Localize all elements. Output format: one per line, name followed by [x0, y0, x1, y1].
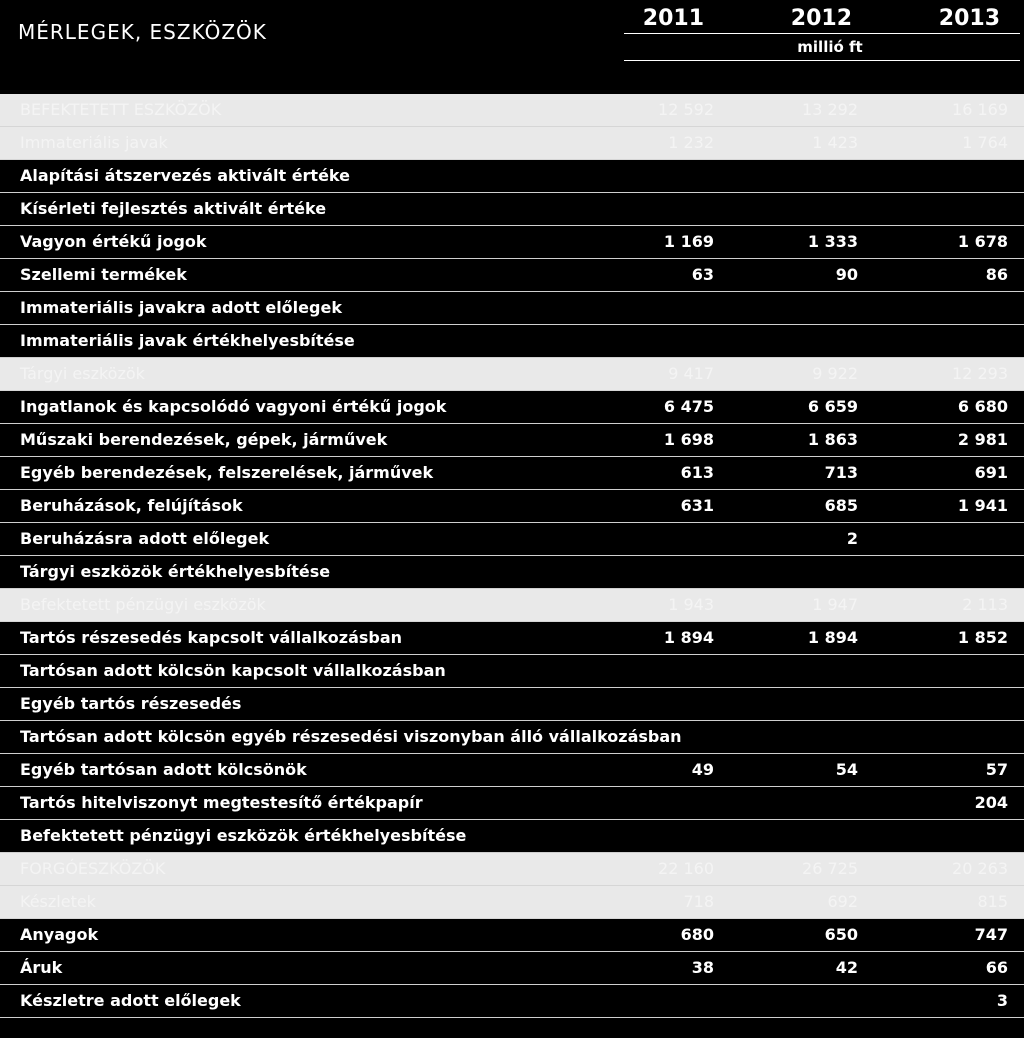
- value-2011: 1 169: [663, 232, 714, 251]
- table-row: [0, 985, 1024, 1018]
- table-row-section: [0, 589, 1024, 622]
- value-2012: 2: [846, 529, 858, 548]
- table-row: [0, 391, 1024, 424]
- value-2012: 6 659: [807, 397, 858, 416]
- value-2013: 747: [974, 925, 1008, 944]
- value-2013: 57: [985, 760, 1008, 779]
- value-2013: 3: [996, 991, 1008, 1010]
- table-row: [0, 193, 1024, 226]
- value-2012: 54: [835, 760, 858, 779]
- value-2011: 1 232: [668, 133, 714, 152]
- value-2012: 42: [835, 958, 858, 977]
- value-2011: 1 943: [668, 595, 714, 614]
- value-2012: 685: [824, 496, 858, 515]
- value-2011: 9 417: [668, 364, 714, 383]
- table-row-section: [0, 127, 1024, 160]
- row-label: Szellemi termékek: [20, 265, 187, 284]
- row-label: Egyéb tartósan adott kölcsönök: [20, 760, 307, 779]
- value-2013: 12 293: [952, 364, 1008, 383]
- row-label: Vagyon értékű jogok: [20, 232, 207, 251]
- table-row: [0, 160, 1024, 193]
- table-row: [0, 292, 1024, 325]
- value-2013: 2 981: [957, 430, 1008, 449]
- row-label: Tartós részesedés kapcsolt vállalkozásban: [20, 628, 403, 647]
- table-row: [0, 622, 1024, 655]
- table-row: [0, 919, 1024, 952]
- table-row: [0, 490, 1024, 523]
- value-2013: 66: [985, 958, 1008, 977]
- row-label: Tartósan adott kölcsön egyéb részesedési viszonyban álló vállalkozásban: [20, 727, 682, 746]
- value-2013: 1 852: [957, 628, 1008, 647]
- value-2013: 815: [977, 892, 1008, 911]
- table-row: [0, 787, 1024, 820]
- value-2012: 1 423: [812, 133, 858, 152]
- row-label: Immateriális javak értékhelyesbítése: [20, 331, 355, 350]
- row-label: Egyéb berendezések, felszerelések, járművek: [20, 463, 434, 482]
- value-2012: 1 894: [807, 628, 858, 647]
- value-2012: 713: [824, 463, 858, 482]
- table-row: [0, 226, 1024, 259]
- table-body: [0, 94, 1024, 1018]
- table-row-section: [0, 94, 1024, 127]
- table-header: [0, 0, 1024, 92]
- value-2012: 692: [827, 892, 858, 911]
- header-divider-bottom: [624, 60, 1020, 61]
- value-2011: 1 698: [663, 430, 714, 449]
- value-2013: 16 169: [952, 100, 1008, 119]
- row-label: Műszaki berendezések, gépek, járművek: [20, 430, 388, 449]
- value-2011: 63: [691, 265, 714, 284]
- value-2013: 1 764: [962, 133, 1008, 152]
- table-row-section: [0, 886, 1024, 919]
- row-label: Készletek: [20, 892, 96, 911]
- row-label: Befektetett pénzügyi eszközök értékhelyesbítése: [20, 826, 467, 845]
- row-label: Beruházásra adott előlegek: [20, 529, 270, 548]
- table-row-section: [0, 358, 1024, 391]
- table-row: [0, 556, 1024, 589]
- value-2012: 1 333: [807, 232, 858, 251]
- value-2011: 38: [691, 958, 714, 977]
- row-label: Alapítási átszervezés aktivált értéke: [20, 166, 350, 185]
- value-2013: 1 678: [957, 232, 1008, 251]
- value-2012: 90: [835, 265, 858, 284]
- value-2012: 9 922: [812, 364, 858, 383]
- value-2013: 6 680: [957, 397, 1008, 416]
- table-row: [0, 424, 1024, 457]
- value-2013: 86: [985, 265, 1008, 284]
- value-2011: 12 592: [658, 100, 714, 119]
- row-label: Anyagok: [20, 925, 99, 944]
- row-label: Beruházások, felújítások: [20, 496, 243, 515]
- value-2013: 2 113: [962, 595, 1008, 614]
- row-label: Tartósan adott kölcsön kapcsolt vállalkozásban: [20, 661, 446, 680]
- row-label: Ingatlanok és kapcsolódó vagyoni értékű jogok: [20, 397, 447, 416]
- table-row: [0, 325, 1024, 358]
- value-2011: 1 894: [663, 628, 714, 647]
- value-2013: 204: [974, 793, 1008, 812]
- table-row: [0, 952, 1024, 985]
- row-label: Immateriális javak: [20, 133, 168, 152]
- value-2011: 613: [680, 463, 714, 482]
- table-row: [0, 820, 1024, 853]
- row-label: Egyéb tartós részesedés: [20, 694, 242, 713]
- page-title: MÉRLEGEK, ESZKÖZÖK: [18, 20, 267, 44]
- unit-label: millió ft: [797, 38, 863, 56]
- row-label: Tárgyi eszközök értékhelyesbítése: [20, 562, 331, 581]
- row-label: FORGÓESZKÖZÖK: [20, 859, 166, 878]
- value-2012: 1 947: [812, 595, 858, 614]
- value-2012: 1 863: [807, 430, 858, 449]
- header-divider-top: [624, 33, 1020, 34]
- row-label: Áruk: [20, 958, 63, 977]
- row-label: Befektetett pénzügyi eszközök: [20, 595, 266, 614]
- value-2012: 26 725: [802, 859, 858, 878]
- value-2011: 718: [683, 892, 714, 911]
- value-2011: 6 475: [663, 397, 714, 416]
- table-row: [0, 523, 1024, 556]
- value-2011: 631: [680, 496, 714, 515]
- value-2011: 49: [691, 760, 714, 779]
- value-2013: 1 941: [957, 496, 1008, 515]
- table-row: [0, 721, 1024, 754]
- value-2013: 691: [974, 463, 1008, 482]
- year-header-2: 2012: [790, 6, 852, 31]
- table-row: [0, 754, 1024, 787]
- row-label: Tartós hitelviszonyt megtestesítő értékpapír: [20, 793, 423, 812]
- table-row: [0, 688, 1024, 721]
- table-row: [0, 457, 1024, 490]
- value-2012: 650: [824, 925, 858, 944]
- table-row: [0, 259, 1024, 292]
- row-label: Tárgyi eszközök: [20, 364, 145, 383]
- row-label: Immateriális javakra adott előlegek: [20, 298, 342, 317]
- row-label: Kísérleti fejlesztés aktivált értéke: [20, 199, 327, 218]
- value-2012: 13 292: [802, 100, 858, 119]
- table-row-section: [0, 853, 1024, 886]
- value-2013: 20 263: [952, 859, 1008, 878]
- value-2011: 680: [680, 925, 714, 944]
- table-row: [0, 655, 1024, 688]
- row-label: Készletre adott előlegek: [20, 991, 241, 1010]
- value-2011: 22 160: [658, 859, 714, 878]
- year-header-1: 2011: [642, 6, 704, 31]
- year-header-3: 2013: [938, 6, 1000, 31]
- row-label: BEFEKTETETT ESZKÖZÖK: [20, 100, 222, 119]
